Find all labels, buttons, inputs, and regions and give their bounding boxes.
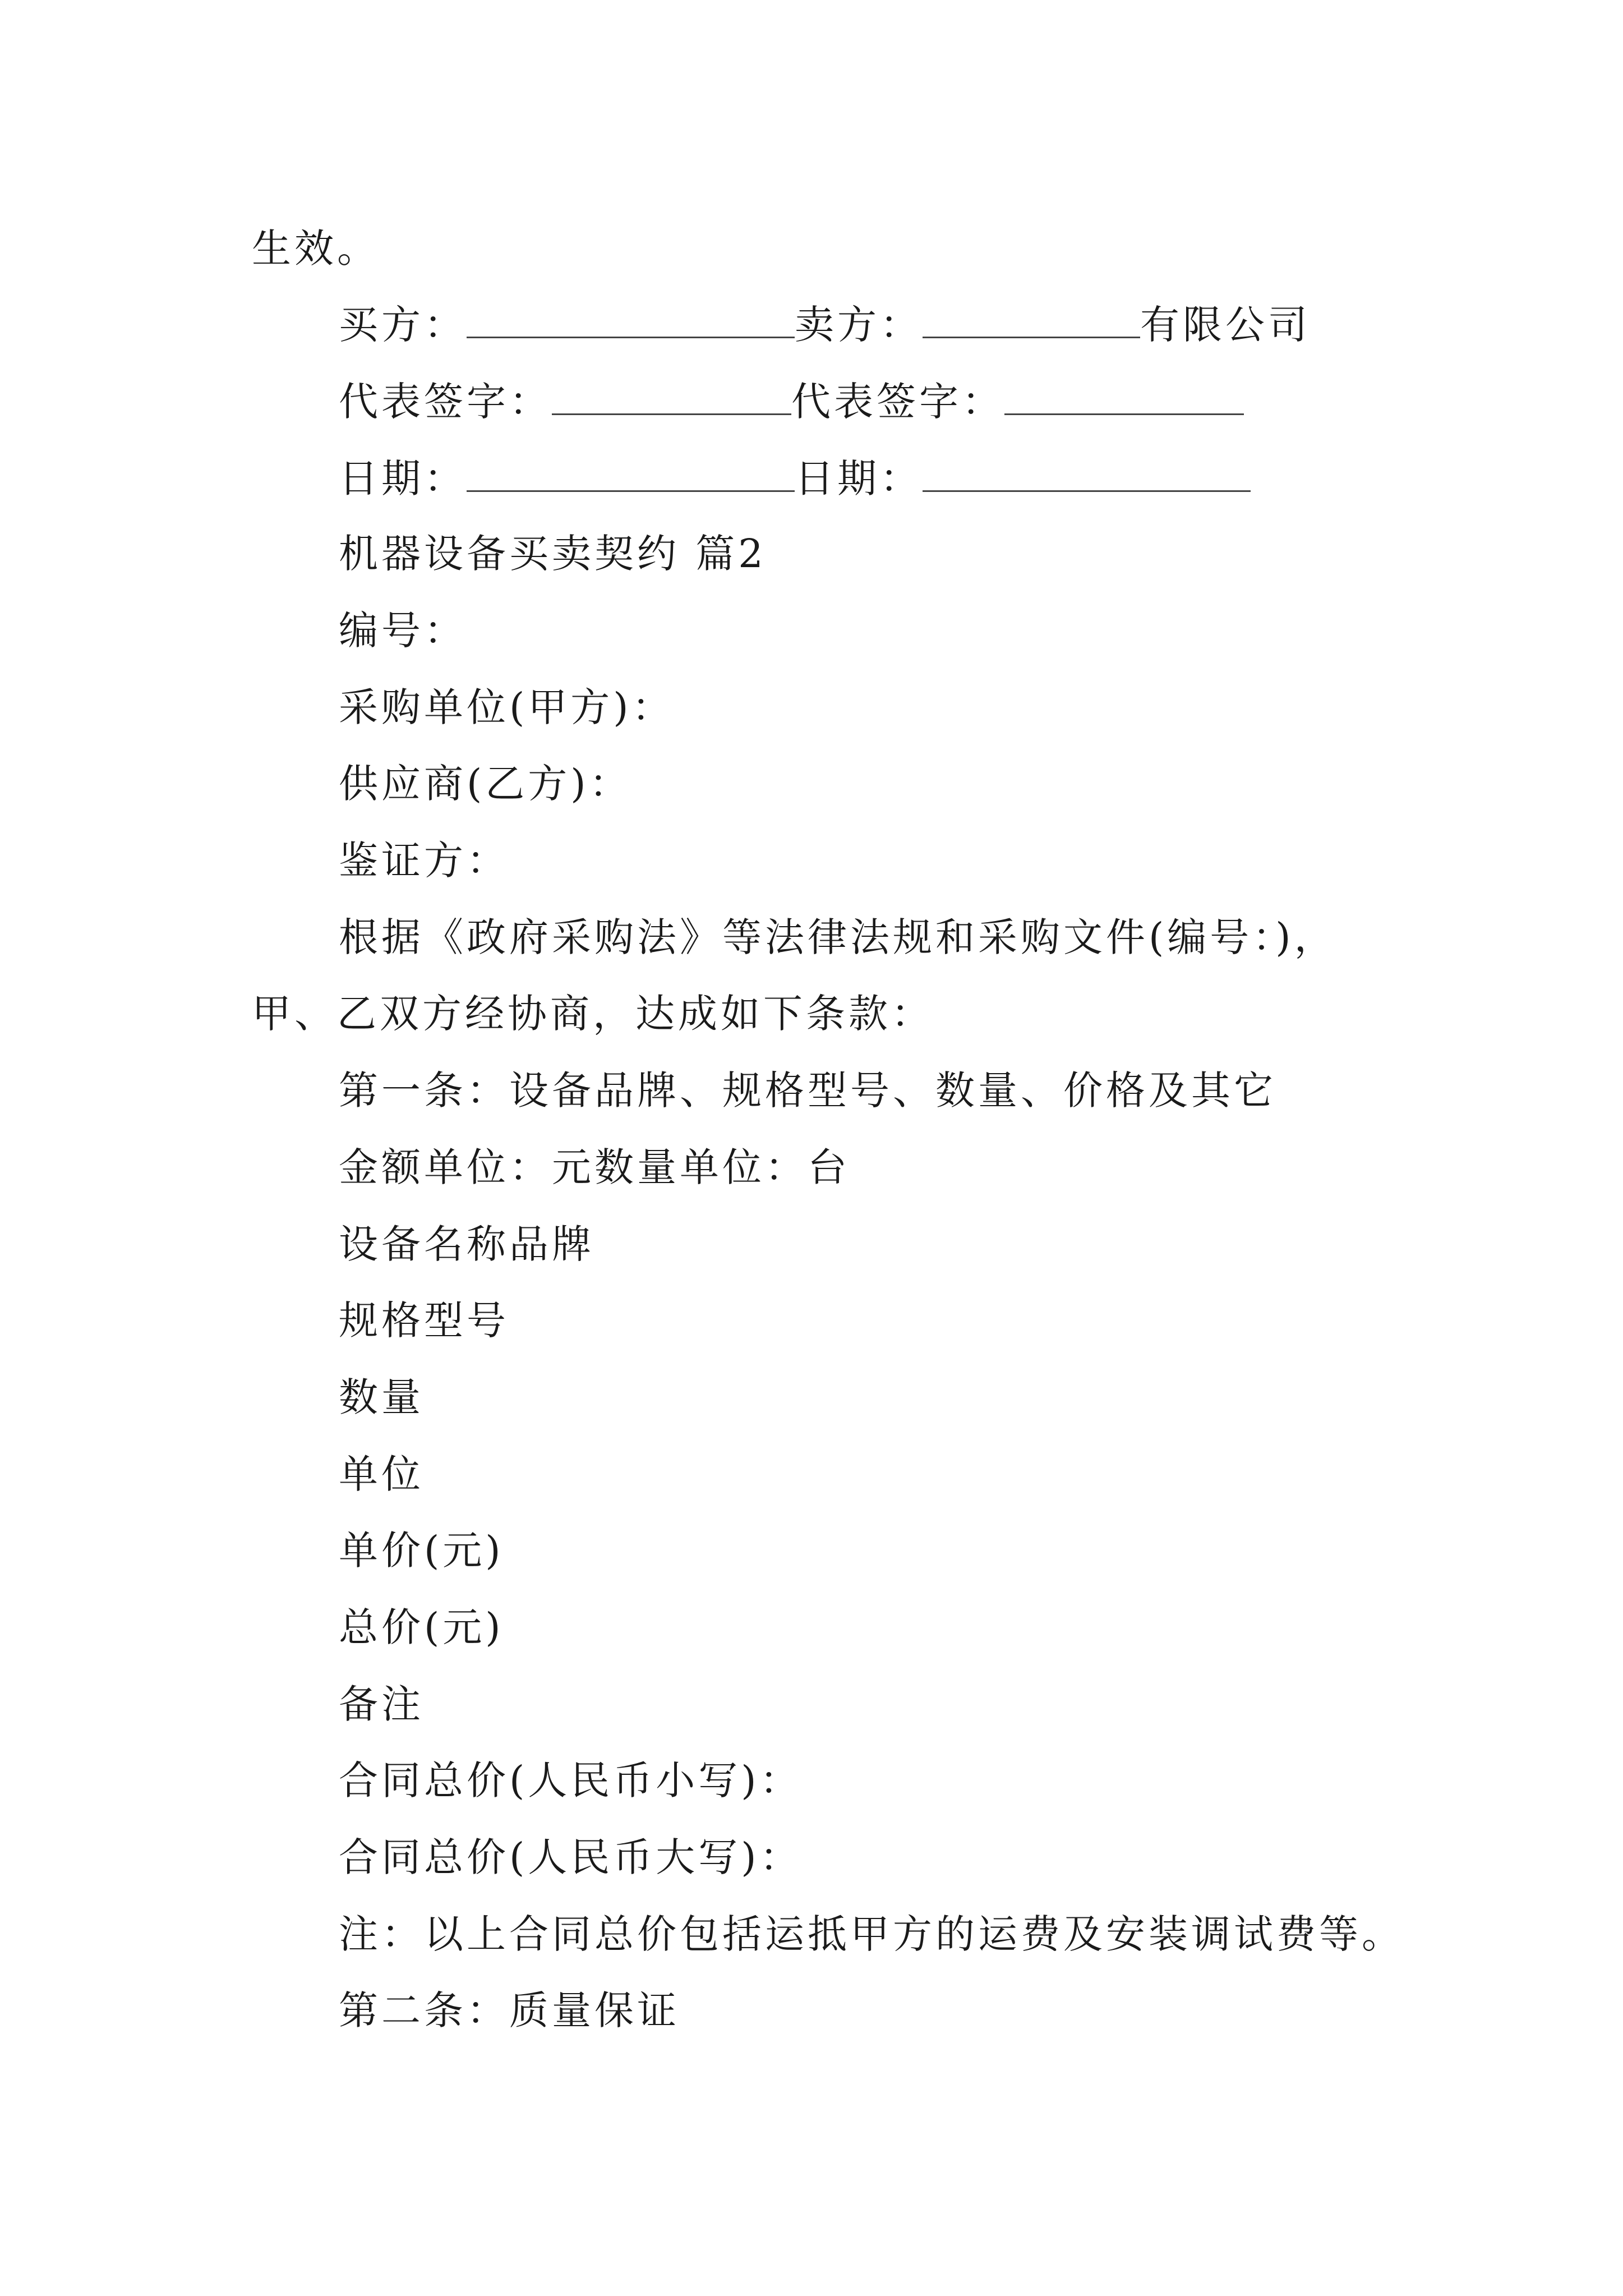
buyer-rep-sign-blank [552, 381, 791, 415]
seller-date-blank [923, 458, 1251, 492]
seller-suffix: 有限公司 [1140, 302, 1311, 348]
preamble-line-1: 根据《政府采购法》等法律法规和采购文件(编号：)， [339, 914, 1337, 960]
table-header-quantity: 数量 [339, 1374, 424, 1420]
table-header-total-price: 总价(元) [339, 1604, 504, 1650]
rep-sign-line [339, 379, 1244, 425]
table-header-equipment-brand: 设备名称品牌 [339, 1221, 594, 1267]
units-line: 金额单位：元数量单位：台 [339, 1144, 850, 1190]
buyer-date-blank [467, 458, 795, 492]
seller-rep-sign-blank [1004, 381, 1244, 415]
seller-blank [923, 304, 1140, 338]
buyer-seller-line [339, 302, 1311, 348]
section-title: 机器设备买卖契约 篇2 [339, 531, 767, 577]
purchaser-label: 采购单位(甲方)： [339, 684, 675, 730]
opening-tail: 生效。 [252, 226, 380, 272]
buyer-date-label: 日期： [339, 455, 467, 501]
supplier-label: 供应商(乙方)： [339, 761, 632, 807]
article-1-title: 第一条：设备品牌、规格型号、数量、价格及其它 [339, 1068, 1276, 1114]
preamble-line-2: 甲、乙双方经协商，达成如下条款： [252, 991, 934, 1037]
table-header-remarks: 备注 [339, 1681, 424, 1727]
table-header-unit: 单位 [339, 1451, 424, 1497]
table-header-unit-price: 单价(元) [339, 1527, 504, 1573]
table-header-spec-model: 规格型号 [339, 1297, 509, 1343]
price-note: 注：以上合同总价包括运抵甲方的运费及安装调试费等。 [339, 1911, 1404, 1957]
total-price-upper: 合同总价(人民币大写)： [339, 1834, 803, 1880]
seller-date-label: 日期： [795, 455, 923, 501]
witness-label: 鉴证方： [339, 838, 509, 884]
buyer-rep-sign-label: 代表签字： [339, 379, 552, 425]
article-2-title: 第二条：质量保证 [339, 1987, 680, 2033]
buyer-label: 买方： [339, 302, 467, 348]
total-price-lower: 合同总价(人民币小写)： [339, 1757, 803, 1803]
buyer-blank [467, 304, 795, 338]
seller-rep-sign-label: 代表签字： [791, 379, 1004, 425]
seller-label: 卖方： [795, 302, 923, 348]
date-line [339, 455, 1251, 501]
contract-number-label: 编号： [339, 608, 467, 654]
